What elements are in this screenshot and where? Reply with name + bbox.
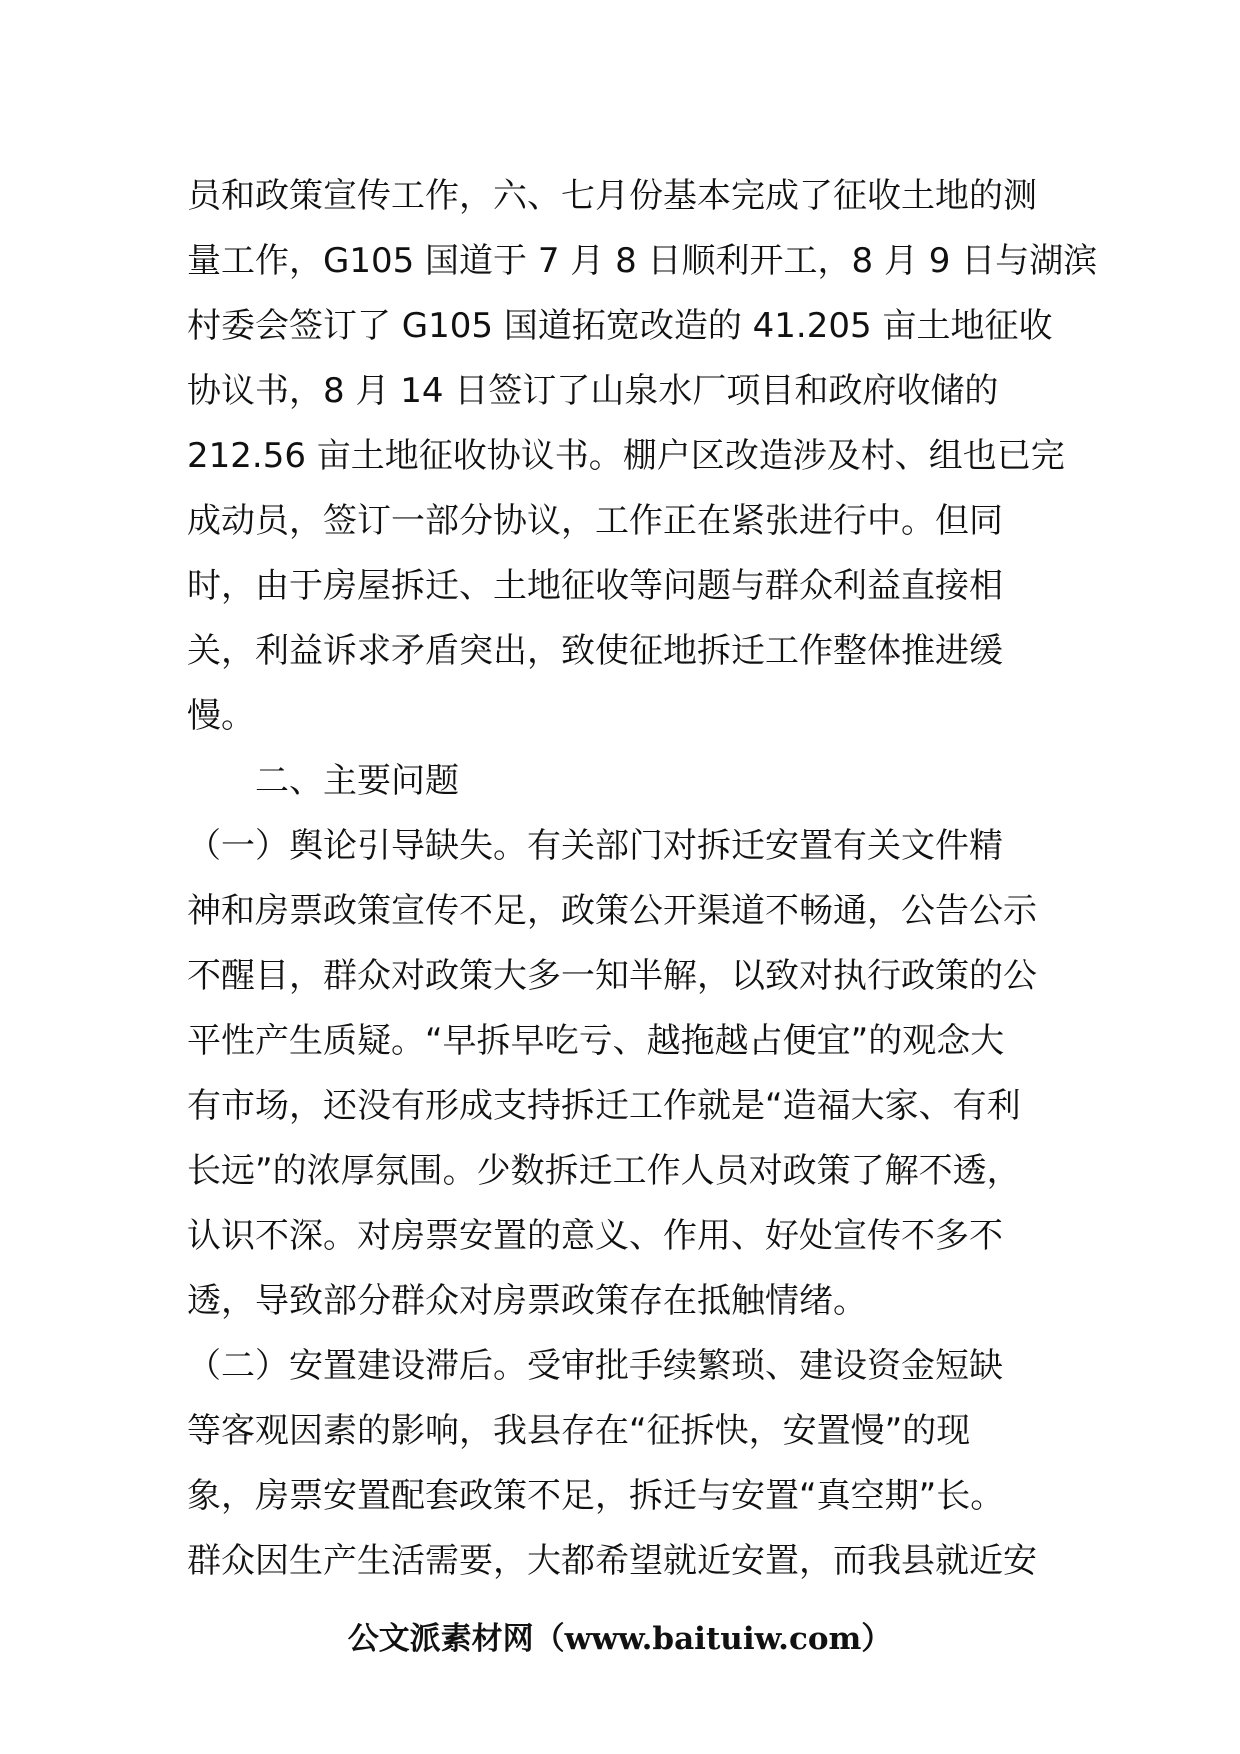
text-line: 慢。 xyxy=(187,696,255,736)
text-line: 象，房票安置配套政策不足，拆迁与安置“真空期”长。 xyxy=(187,1476,1005,1516)
text-line: 量工作，G105 国道于 7 月 8 日顺利开工，8 月 9 日与湖滨 xyxy=(187,241,1098,281)
document-body xyxy=(187,164,1098,1594)
text-line: 长远”的浓厚氛围。少数拆迁工作人员对政策了解不透， xyxy=(187,1151,1021,1191)
text-line: 员和政策宣传工作，六、七月份基本完成了征收土地的测 xyxy=(187,176,1037,216)
section-heading: 二、主要问题 xyxy=(255,761,459,801)
text-line: 认识不深。对房票安置的意义、作用、好处宣传不多不 xyxy=(187,1216,1003,1256)
text-line: （二）安置建设滞后。受审批手续繁琐、建设资金短缺 xyxy=(187,1346,1003,1386)
text-line: 协议书，8 月 14 日签订了山泉水厂项目和政府收储的 xyxy=(187,371,999,411)
text-line: 群众因生产生活需要，大都希望就近安置，而我县就近安 xyxy=(187,1541,1037,1581)
text-line: 关，利益诉求矛盾突出，致使征地拆迁工作整体推进缓 xyxy=(187,631,1003,671)
footer-watermark: 公文派素材网（www.baituiw.com） xyxy=(347,1621,893,1657)
text-line: （一）舆论引导缺失。有关部门对拆迁安置有关文件精 xyxy=(187,826,1003,866)
text-line: 时，由于房屋拆迁、土地征收等问题与群众利益直接相 xyxy=(187,566,1003,606)
text-line: 212.56 亩土地征收协议书。棚户区改造涉及村、组也已完 xyxy=(187,436,1065,476)
text-line: 成动员，签订一部分协议，工作正在紧张进行中。但同 xyxy=(187,501,1003,541)
text-line: 不醒目，群众对政策大多一知半解，以致对执行政策的公 xyxy=(187,956,1037,996)
text-line: 透，导致部分群众对房票政策存在抵触情绪。 xyxy=(187,1281,867,1321)
text-line: 村委会签订了 G105 国道拓宽改造的 41.205 亩土地征收 xyxy=(187,306,1053,346)
text-line: 有市场，还没有形成支持拆迁工作就是“造福大家、有利 xyxy=(187,1086,1021,1126)
text-line: 平性产生质疑。“早拆早吃亏、越拖越占便宜”的观念大 xyxy=(187,1021,1005,1061)
text-line: 神和房票政策宣传不足，政策公开渠道不畅通，公告公示 xyxy=(187,891,1037,931)
text-line: 等客观因素的影响，我县存在“征拆快，安置慢”的现 xyxy=(187,1411,971,1451)
